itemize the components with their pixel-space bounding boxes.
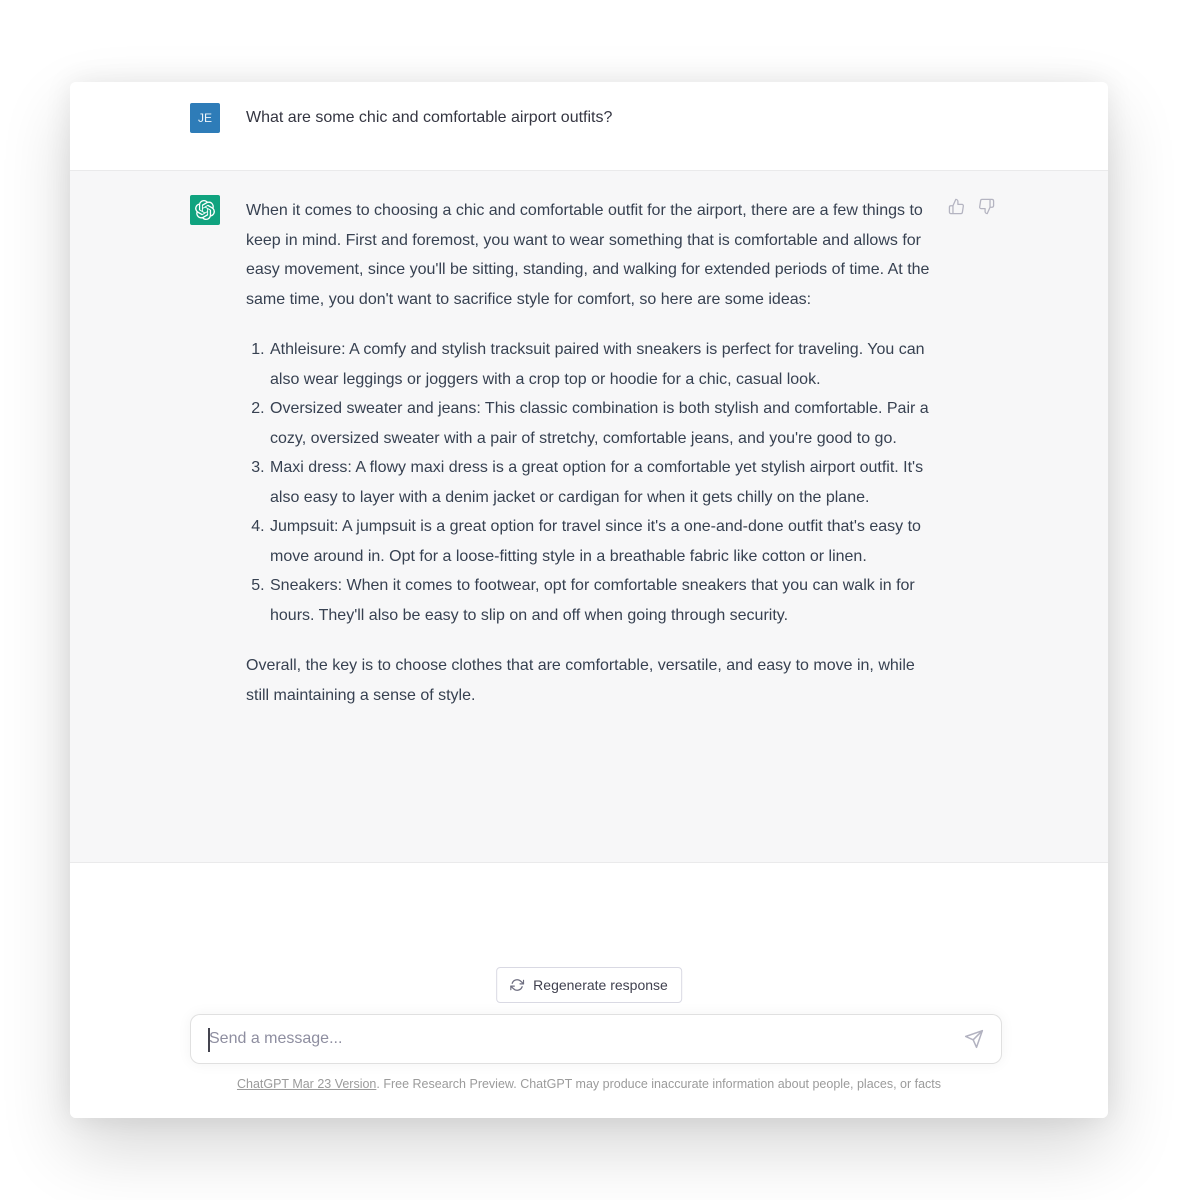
outfit-list [246,335,940,630]
thumbs-down-icon [978,198,995,215]
openai-logo-icon [195,200,215,220]
list-item-oversized-sweater: 2. Oversized sweater and jeans: This classic combination is both stylish and comfortable. Pair a cozy, oversized sweater with a pair of stretchy, comfortable jeans, and you're good to go. [269,394,940,453]
thumbs-down-button[interactable] [978,198,995,215]
user-avatar: JE [190,103,220,133]
user-message-row [70,82,1108,170]
assistant-message-row [70,170,1108,863]
list-item-athleisure: 1. Athleisure: A comfy and stylish tracksuit paired with sneakers is perfect for traveling. You can also wear leggings or joggers with a crop top or hoodie for a chic, casual look. [269,335,940,394]
assistant-intro-paragraph: When it comes to choosing a chic and comfortable outfit for the airport, there are a few things to keep in mind. First and foremost, you want to wear something that is comfortable and allows for easy movement, since you'll be sitting, standing, and walking for extended periods of time. At the same time, you don't want to sacrifice style for comfort, so here are some ideas: [246,202,930,308]
message-input[interactable] [191,1030,1001,1048]
send-button[interactable] [960,1025,988,1053]
version-link[interactable]: ChatGPT Mar 23 Version [236,1077,377,1091]
chat-footer-area [70,863,1108,1118]
thumbs-up-icon [948,198,965,215]
chatgpt-window [70,82,1108,1118]
text-cursor [208,1028,210,1052]
send-icon [964,1029,984,1049]
assistant-message-content [246,195,940,710]
chatgpt-avatar [190,195,220,225]
list-item-maxi-dress: 3. Maxi dress: A flowy maxi dress is a great option for a comfortable yet stylish airport outfit. It's also easy to layer with a denim jacket or cardigan for when it gets chilly on the plane. [269,453,940,512]
user-message-text: What are some chic and comfortable airport outfits? [246,109,613,126]
assistant-outro-paragraph: Overall, the key is to choose clothes that are comfortable, versatile, and easy to move in, while still maintaining a sense of style. [246,657,915,704]
feedback-buttons [948,198,995,215]
regenerate-icon [510,978,524,992]
disclaimer-text: . Free Research Preview. ChatGPT may produce inaccurate information about people, places, or facts [376,1077,942,1091]
footer-disclaimer [70,1077,1108,1091]
message-composer [190,1014,1002,1064]
regenerate-response-button[interactable] [496,967,682,1003]
list-item-sneakers: 5. Sneakers: When it comes to footwear, opt for comfortable sneakers that you can walk in for hours. They'll also be easy to slip on and off when going through security. [269,571,940,630]
regenerate-label: Regenerate response [533,977,668,993]
thumbs-up-button[interactable] [948,198,965,215]
list-item-jumpsuit: 4. Jumpsuit: A jumpsuit is a great option for travel since it's a one-and-done outfit that's easy to move around in. Opt for a loose-fitting style in a breathable fabric like cotton or linen. [269,512,940,571]
